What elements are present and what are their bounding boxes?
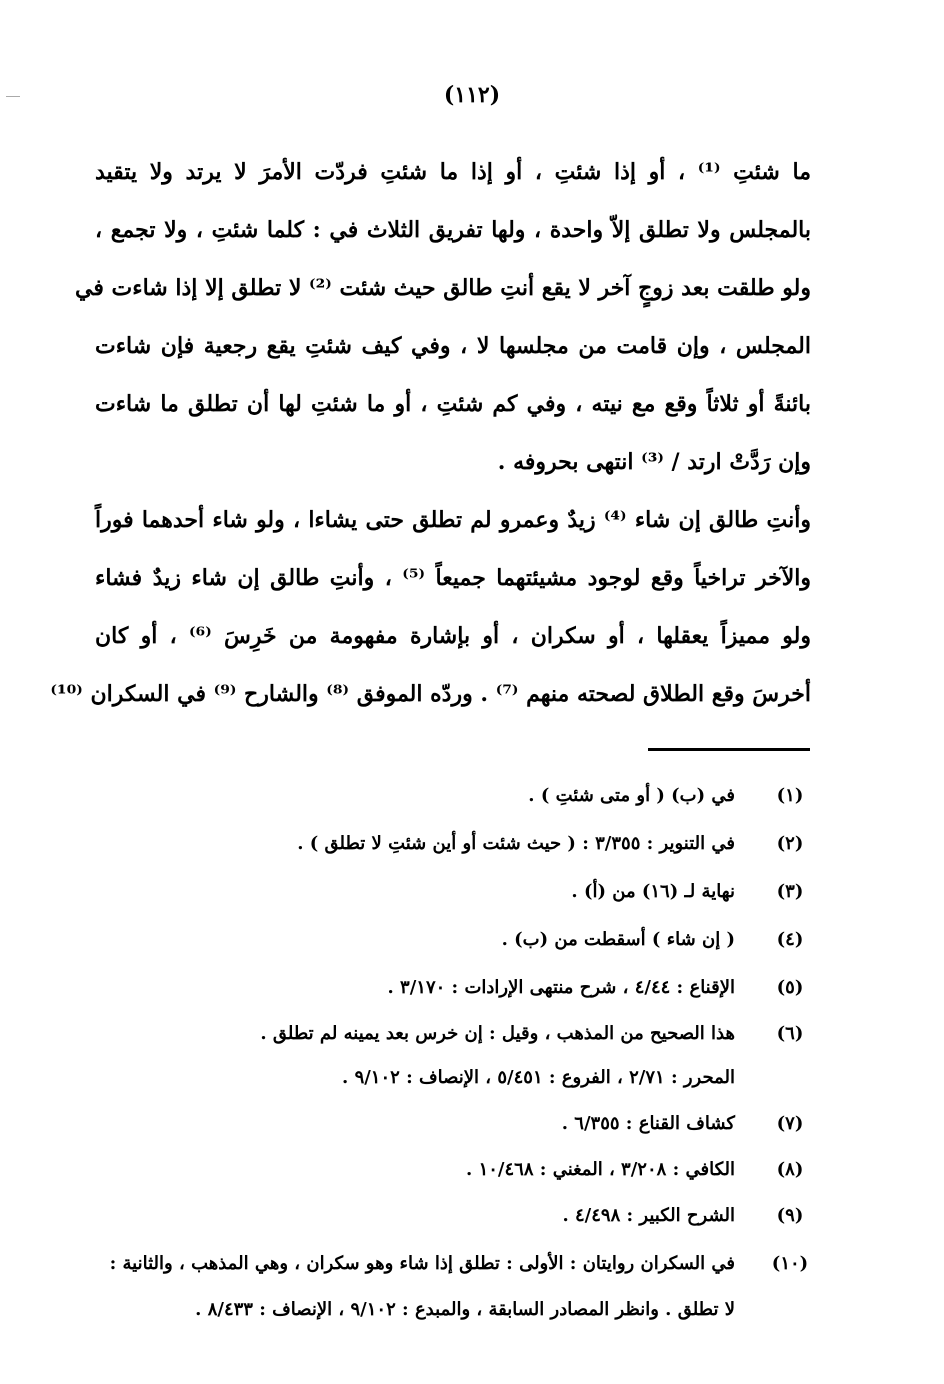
footnote-text: كشاف القناع : ٦/٣٥٥ . bbox=[561, 1113, 735, 1134]
footnote-item bbox=[95, 924, 811, 956]
footnote-item bbox=[95, 1248, 811, 1280]
footnote-item bbox=[95, 876, 811, 908]
main-line: بالمجلس ولا تطلق إلاّ واحدة ، ولها تفريق الثلاث في : كلما شئتِ ، ولا تجمع ، bbox=[95, 217, 811, 243]
footnote-item bbox=[95, 972, 811, 1004]
footnote-text: المحرر : ٢/٧١ ، الفروع : ٥/٤٥١ ، الإنصاف : ٩/١٠٢ . bbox=[342, 1067, 735, 1088]
footnote-separator bbox=[648, 748, 810, 751]
main-line: وأنتِ طالق إن شاء ⁽⁴⁾ زيدٌ وعمرو لم تطلق حتى يشاءا ، ولو شاء أحدهما فوراً bbox=[95, 507, 811, 533]
footnote-text: الإقناع : ٤/٤٤ ، شرح منتهى الإرادات : ٣/١٧٠ . bbox=[387, 977, 735, 998]
main-line: وإن رَدَّتْ ارتد / ⁽³⁾ انتهى بحروفه . bbox=[497, 449, 811, 475]
footnote-number: (٩) bbox=[776, 1205, 804, 1226]
main-line: ولو طلقت بعد زوجٍ آخر لا يقع أنتِ طالق حيث شئت ⁽²⁾ لا تطلق إلا إذا شاءت في bbox=[75, 275, 811, 301]
footnote-item bbox=[95, 780, 811, 812]
main-line: بائنةً أو ثلاثاً وقع مع نيته ، وفي كم شئتِ ، أو ما شئتِ لها أن تطلق ما شاءت bbox=[95, 391, 811, 417]
footnote-text: هذا الصحيح من المذهب ، وقيل : إن خرس بعد يمينه لم تطلق . bbox=[260, 1023, 735, 1044]
footnote-item bbox=[95, 1108, 811, 1140]
main-line: المجلس ، وإن قامت من مجلسها لا ، وفي كيف شئتِ يقع رجعية فإن شاءت bbox=[95, 333, 811, 359]
footnote-item bbox=[95, 1200, 811, 1232]
footnote-item bbox=[95, 1018, 811, 1050]
footnote-text: نهاية لـ (١٦) من (أ) . bbox=[571, 881, 735, 902]
footnote-number: (٦) bbox=[776, 1023, 804, 1044]
footnote-item bbox=[95, 828, 811, 860]
footnote-number: (٣) bbox=[776, 881, 804, 902]
main-line: ولو مميزاً يعقلها ، أو سكران ، أو بإشارة مفهومة من خَرِسَ ⁽⁶⁾ ، أو كان bbox=[95, 623, 811, 649]
main-line: والآخر تراخياً وقع لوجود مشيئتهما جميعاً ⁽⁵⁾ ، وأنتِ طالق إن شاء زيدٌ فشاء bbox=[95, 565, 812, 591]
footnote-item-continuation bbox=[95, 1062, 811, 1094]
page-number: (١١٢) bbox=[443, 82, 501, 108]
footnote-number: (٥) bbox=[776, 977, 804, 998]
footnote-number: (٨) bbox=[776, 1159, 804, 1180]
main-line: ما شئتِ ⁽¹⁾ ، أو إذا شئتِ ، أو إذا ما شئتِ فردّت الأمرَ لا يرتد ولا يتقيد bbox=[95, 159, 811, 185]
footnote-text: لا تطلق . وانظر المصادر السابقة ، والمبدع : ٩/١٠٢ ، الإنصاف : ٨/٤٣٣ . bbox=[195, 1299, 735, 1320]
footnote-text: في السكران روايتان : الأولى : تطلق إذا شاء وهو سكران ، وهي المذهب ، والثانية : bbox=[109, 1253, 735, 1274]
footnote-number: (٤) bbox=[776, 929, 804, 950]
footnote-text: ( إن شاء ) أسقطت من (ب) . bbox=[501, 929, 735, 950]
footnote-number: (١) bbox=[776, 785, 804, 806]
footnote-text: الشرح الكبير : ٤/٤٩٨ . bbox=[562, 1205, 735, 1226]
footnote-item bbox=[95, 1154, 811, 1186]
footnote-number: (٢) bbox=[776, 833, 804, 854]
footnote-text: الكافي : ٣/٢٠٨ ، المغني : ١٠/٤٦٨ . bbox=[466, 1159, 735, 1180]
footnote-text: في (ب) ( أو متى شئتِ ) . bbox=[528, 785, 735, 806]
footnote-text: في التنوير : ٣/٣٥٥ : ( حيث شئت أو أين شئتِ لا تطلق ) . bbox=[297, 833, 735, 854]
footnote-number: (١٠) bbox=[771, 1253, 809, 1274]
footnote-number: (٧) bbox=[776, 1113, 804, 1134]
main-line: أخرسَ وقع الطلاق لصحته منهم ⁽⁷⁾ . وردّه الموفق ⁽⁸⁾ والشارح ⁽⁹⁾ في السكران ⁽¹⁰⁾ bbox=[50, 681, 811, 707]
footnote-item-continuation bbox=[95, 1294, 811, 1326]
